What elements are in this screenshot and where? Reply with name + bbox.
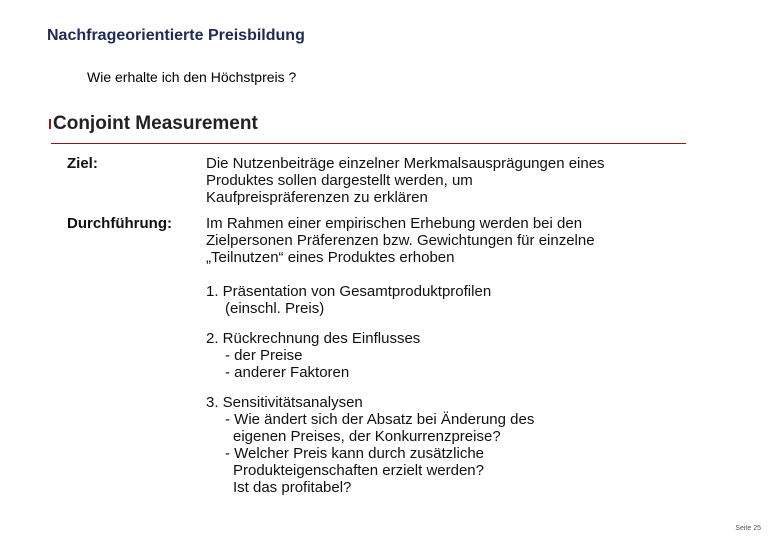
ziel-line: Kaufpreispräferenzen zu erklären (206, 189, 428, 206)
ziel-line: Produktes sollen dargestellt werden, um (206, 172, 473, 189)
step-line: - Wie ändert sich der Absatz bei Änderung des (225, 411, 535, 428)
step-line: (einschl. Preis) (225, 300, 325, 317)
step-line: Ist das profitabel? (233, 479, 352, 496)
heading-rule (51, 143, 686, 144)
durchfuehrung-line: Zielpersonen Präferenzen bzw. Gewichtungen für einzelne (206, 232, 595, 249)
durchfuehrung-content (206, 215, 686, 266)
durchfuehrung-label: Durchführung: (67, 215, 172, 232)
step-line: eigenen Preises, der Konkurrenzpreise? (233, 428, 501, 445)
step-item (206, 394, 686, 496)
step-item (206, 330, 686, 381)
step-line: - der Preise (225, 347, 303, 364)
ziel-line: Die Nutzenbeiträge einzelner Merkmalsausprägungen eines (206, 155, 605, 172)
page-subtitle: Wie erhalte ich den Höchstpreis ? (87, 69, 297, 85)
page-title: Nachfrageorientierte Preisbildung (47, 27, 305, 44)
step-line: Produkteigenschaften erzielt werden? (233, 462, 484, 479)
step-line: - anderer Faktoren (225, 364, 350, 381)
step-title: 1. Präsentation von Gesamtproduktprofilen (206, 283, 492, 300)
step-title: 3. Sensitivitätsanalysen (206, 394, 363, 411)
step-title: 2. Rückrechnung des Einflusses (206, 330, 421, 347)
durchfuehrung-line: „Teilnutzen“ eines Produktes erhoben (206, 249, 455, 266)
ziel-content (206, 155, 686, 206)
step-line: - Welcher Preis kann durch zusätzliche (225, 445, 484, 462)
section-heading: Conjoint Measurement (53, 113, 258, 134)
steps-list (206, 283, 686, 509)
step-item (206, 283, 686, 317)
durchfuehrung-line: Im Rahmen einer empirischen Erhebung werden bei den (206, 215, 583, 232)
heading-marker (49, 119, 51, 129)
ziel-label: Ziel: (67, 155, 98, 172)
page-number: Seite 25 (735, 525, 761, 532)
